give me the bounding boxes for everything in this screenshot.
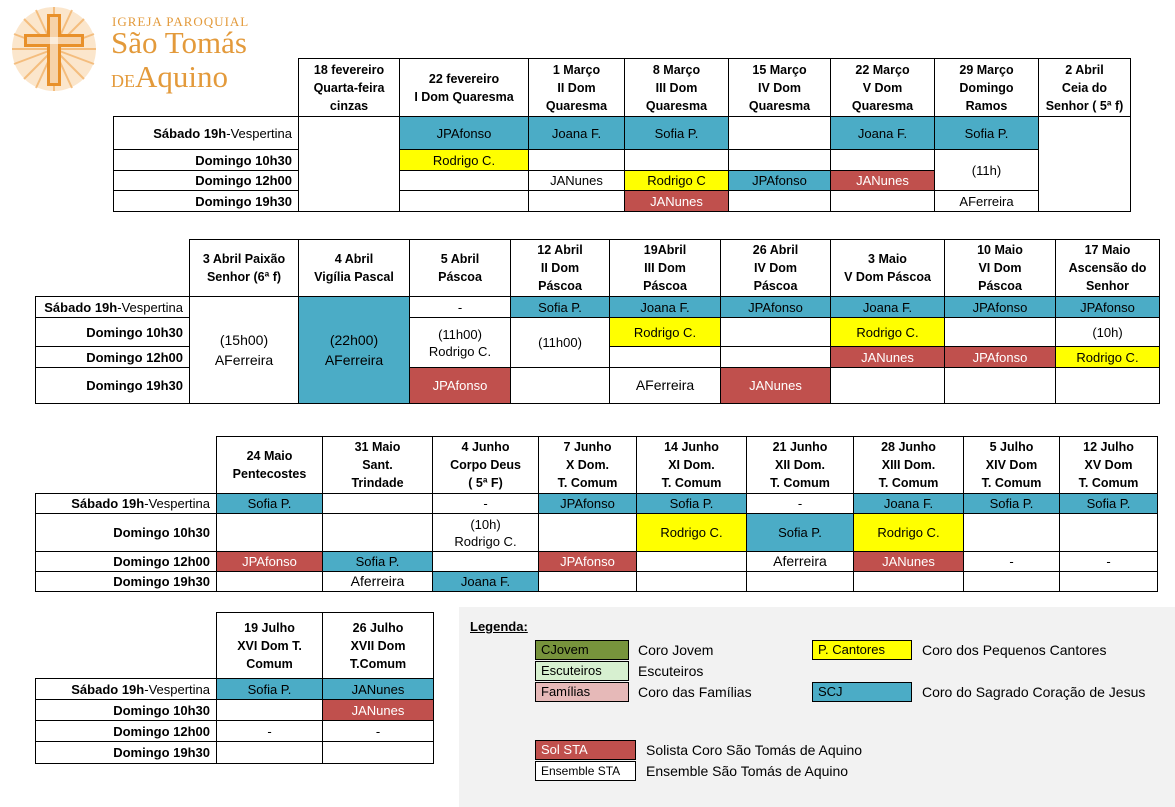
header-spacer	[36, 437, 217, 494]
legend-title: Legenda:	[470, 619, 528, 634]
cell: Joana F.	[529, 117, 625, 150]
cell: JPAfonso	[729, 171, 831, 191]
row-label-domingo-1930: Domingo 19h30	[36, 742, 217, 764]
cell	[964, 514, 1060, 552]
cell: Aferreira	[323, 572, 433, 592]
cell: Joana F.	[831, 117, 935, 150]
header-cell: 17 Maio Ascensão do Senhor	[1056, 240, 1160, 297]
cell: Sofia P.	[511, 297, 610, 318]
cell	[400, 171, 529, 191]
header-cell: 3 Abril Paixão Senhor (6ª f)	[190, 240, 299, 297]
cell: Sofia P.	[747, 514, 854, 552]
row-label-sabado: Sábado 19h-Vespertina	[114, 117, 299, 150]
cell: JPAfonso	[217, 552, 323, 572]
cell	[637, 572, 747, 592]
header-cell: 10 Maio VI Dom Páscoa	[945, 240, 1056, 297]
cell: JANunes	[831, 347, 945, 368]
cell	[721, 347, 831, 368]
cell: Rodrigo C	[625, 171, 729, 191]
header-cell: 3 Maio V Dom Páscoa	[831, 240, 945, 297]
cell: -	[323, 721, 434, 742]
cell	[721, 318, 831, 347]
cell: Aferreira	[747, 552, 854, 572]
cell	[217, 572, 323, 592]
cell	[945, 368, 1056, 404]
header-cell: 1 Março II Dom Quaresma	[529, 59, 625, 117]
cell: (11h)	[935, 150, 1039, 191]
cell: JANunes	[625, 191, 729, 212]
logo-line1: IGREJA PAROQUIAL	[112, 14, 250, 29]
cell	[433, 552, 539, 572]
header-cell: 8 Março III Dom Quaresma	[625, 59, 729, 117]
row-label-domingo-12: Domingo 12h00	[36, 552, 217, 572]
cell: JANunes	[854, 552, 964, 572]
cell	[529, 191, 625, 212]
cell: Rodrigo C.	[1056, 347, 1160, 368]
cell: Sofia P.	[217, 679, 323, 700]
cell: Sofia P.	[217, 494, 323, 514]
cell: Sofia P.	[964, 494, 1060, 514]
logo-line2: São Tomás	[111, 25, 247, 60]
cell: (10h)	[1056, 318, 1160, 347]
schedule-table-2	[35, 239, 1160, 404]
cell: JPAfonso	[539, 552, 637, 572]
cell: JANunes	[323, 679, 434, 700]
header-cell: 26 Abril IV Dom Páscoa	[721, 240, 831, 297]
row-label-sabado: Sábado 19h-Vespertina	[36, 494, 217, 514]
cell: Joana F.	[831, 297, 945, 318]
legend-swatch-p-cantores: P. Cantores	[812, 640, 912, 660]
header-cell: 2 Abril Ceia do Senhor ( 5ª f)	[1039, 59, 1131, 117]
header-cell: 21 Junho XII Dom. T. Comum	[747, 437, 854, 494]
row-label-sabado: Sábado 19h-Vespertina	[36, 297, 190, 318]
row-label-domingo-12: Domingo 12h00	[114, 171, 299, 191]
cell: Sofia P.	[323, 552, 433, 572]
cell	[323, 514, 433, 552]
header-cell: 12 Abril II Dom Páscoa	[511, 240, 610, 297]
cell	[299, 117, 400, 212]
cell	[854, 572, 964, 592]
legend-text-familias: Coro das Famílias	[638, 684, 752, 700]
logo-aquino: Aquino	[135, 59, 228, 94]
cell: JPAfonso	[945, 347, 1056, 368]
cell: JANunes	[323, 700, 434, 721]
cell	[539, 572, 637, 592]
cell: Sofia P.	[625, 117, 729, 150]
header-cell: 29 Março Domingo Ramos	[935, 59, 1039, 117]
row-label-domingo-12: Domingo 12h00	[36, 347, 190, 368]
legend-swatch-cjovem: CJovem	[535, 640, 629, 660]
cell: Rodrigo C.	[854, 514, 964, 552]
header-cell: 5 Abril Páscoa	[410, 240, 511, 297]
cell	[217, 742, 323, 764]
cell: Rodrigo C.	[637, 514, 747, 552]
cell	[529, 150, 625, 171]
row-label-domingo-1930: Domingo 19h30	[36, 572, 217, 592]
row-label-domingo-1930: Domingo 19h30	[36, 368, 190, 404]
cell: JPAfonso	[721, 297, 831, 318]
cell: (11h00) Rodrigo C.	[410, 318, 511, 368]
cell	[964, 572, 1060, 592]
cell: JANunes	[529, 171, 625, 191]
legend-swatch-sol-sta: Sol STA	[535, 740, 636, 760]
legend-swatch-ensemble-sta: Ensemble STA	[535, 761, 636, 781]
header-cell: 5 Julho XIV Dom T. Comum	[964, 437, 1060, 494]
header-cell: 31 Maio Sant. Trindade	[323, 437, 433, 494]
cell: AFerreira	[610, 368, 721, 404]
legend-text-sol-sta: Solista Coro São Tomás de Aquino	[646, 742, 863, 758]
header-cell: 19Abril III Dom Páscoa	[610, 240, 721, 297]
cell	[1039, 117, 1131, 212]
header-cell: 18 fevereiro Quarta-feira cinzas	[299, 59, 400, 117]
cell	[1060, 572, 1158, 592]
header-spacer	[36, 613, 217, 679]
row-label-domingo-1030: Domingo 10h30	[36, 700, 217, 721]
cell: Joana F.	[854, 494, 964, 514]
cell: Sofia P.	[935, 117, 1039, 150]
cell	[323, 494, 433, 514]
cell: JPAfonso	[539, 494, 637, 514]
cell	[729, 191, 831, 212]
cell	[217, 514, 323, 552]
header-cell: 7 Junho X Dom. T. Comum	[539, 437, 637, 494]
cross-logo-icon	[6, 4, 102, 94]
cell: AFerreira	[935, 191, 1039, 212]
cell	[539, 514, 637, 552]
cell	[400, 191, 529, 212]
cell: JPAfonso	[945, 297, 1056, 318]
cell: -	[433, 494, 539, 514]
header-cell: 24 Maio Pentecostes	[217, 437, 323, 494]
cell	[831, 368, 945, 404]
legend-text-cjovem: Coro Jovem	[638, 642, 714, 658]
header-cell: 12 Julho XV Dom T. Comum	[1060, 437, 1158, 494]
header-cell: 4 Abril Vigília Pascal	[299, 240, 410, 297]
logo-de: DE	[111, 71, 135, 91]
cell	[1060, 514, 1158, 552]
cell: Joana F.	[610, 297, 721, 318]
cell: Sofia P.	[1060, 494, 1158, 514]
cell-line: Rodrigo C.	[454, 533, 517, 549]
legend-swatch-scj: SCJ	[812, 682, 912, 702]
cell: Rodrigo C.	[831, 318, 945, 347]
cell	[511, 368, 610, 404]
cell: JPAfonso	[1056, 297, 1160, 318]
row-label-domingo-1030: Domingo 10h30	[36, 318, 190, 347]
header-cell: 28 Junho XIII Dom. T. Comum	[854, 437, 964, 494]
header-cell: 22 fevereiro I Dom Quaresma	[400, 59, 529, 117]
cell: Rodrigo C.	[610, 318, 721, 347]
cell: (11h00)	[511, 318, 610, 368]
cell: Joana F.	[433, 572, 539, 592]
header-cell: 15 Março IV Dom Quaresma	[729, 59, 831, 117]
cell	[323, 742, 434, 764]
schedule-table-4	[35, 612, 434, 764]
cell	[637, 552, 747, 572]
cell	[729, 150, 831, 171]
row-label-domingo-1930: Domingo 19h30	[114, 191, 299, 212]
cell: Rodrigo C.	[400, 150, 529, 171]
header-cell: 22 Março V Dom Quaresma	[831, 59, 935, 117]
cell: (22h00) AFerreira	[299, 297, 410, 404]
cell	[625, 150, 729, 171]
cell: Sofia P.	[637, 494, 747, 514]
row-label-domingo-1030: Domingo 10h30	[114, 150, 299, 171]
header-cell: 26 Julho XVII Dom T.Comum	[323, 613, 434, 679]
cell	[433, 514, 539, 552]
cell: JPAfonso	[400, 117, 529, 150]
cell: -	[747, 494, 854, 514]
legend-text-p-cantores: Coro dos Pequenos Cantores	[922, 642, 1107, 658]
cell: JPAfonso	[410, 368, 511, 404]
header-cell: 19 Julho XVI Dom T. Comum	[217, 613, 323, 679]
cell: -	[410, 297, 511, 318]
header-cell: 14 Junho XI Dom. T. Comum	[637, 437, 747, 494]
cell: JANunes	[831, 171, 935, 191]
legend-panel	[459, 607, 1175, 807]
row-label-domingo-1030: Domingo 10h30	[36, 514, 217, 552]
legend-text-scj: Coro do Sagrado Coração de Jesus	[922, 684, 1146, 700]
row-label-domingo-12: Domingo 12h00	[36, 721, 217, 742]
legend-swatch-escuteiros: Escuteiros	[535, 661, 629, 681]
cell	[831, 150, 935, 171]
cell	[747, 572, 854, 592]
cell	[1056, 368, 1160, 404]
cell	[610, 347, 721, 368]
cell-line: (10h)	[470, 516, 501, 532]
legend-text-escuteiros: Escuteiros	[638, 663, 704, 679]
cell: -	[964, 552, 1060, 572]
schedule-table-3	[35, 436, 1158, 592]
row-label-sabado: Sábado 19h-Vespertina	[36, 679, 217, 700]
schedule-table-1	[113, 58, 1131, 212]
cell: -	[217, 721, 323, 742]
cell	[945, 318, 1056, 347]
cell	[729, 117, 831, 150]
cell	[831, 191, 935, 212]
cell: -	[1060, 552, 1158, 572]
legend-text-ensemble-sta: Ensemble São Tomás de Aquino	[646, 763, 849, 779]
header-spacer	[114, 59, 299, 117]
legend-swatch-familias: Famílias	[535, 682, 629, 702]
cell	[217, 700, 323, 721]
header-spacer	[36, 240, 190, 297]
cell: (15h00) AFerreira	[190, 297, 299, 404]
header-cell: 4 Junho Corpo Deus ( 5ª F)	[433, 437, 539, 494]
cell: JANunes	[721, 368, 831, 404]
